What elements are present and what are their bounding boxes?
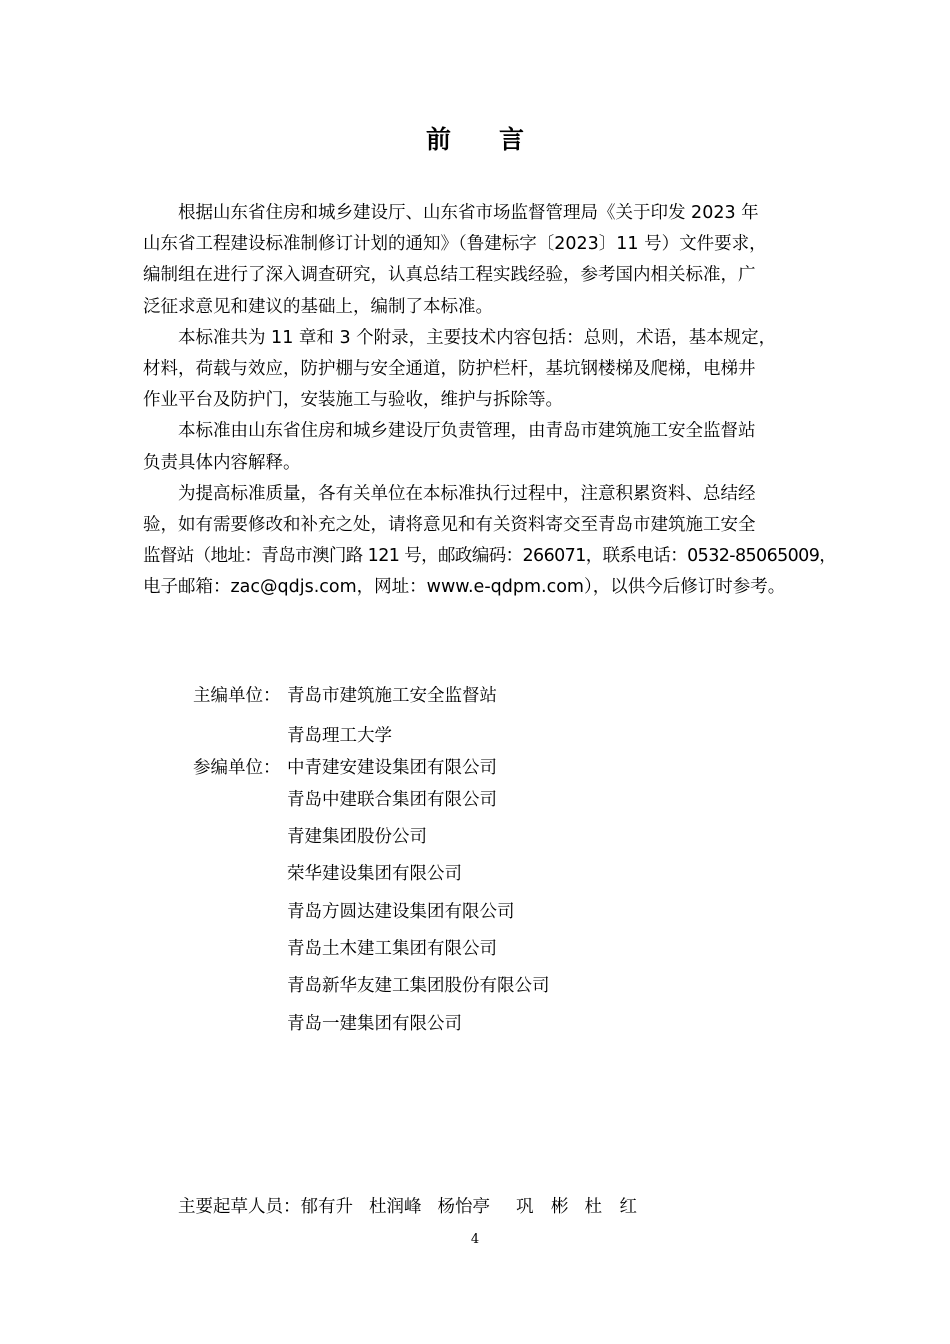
paragraph-line: 作业平台及防护门，安装施工与验收，维护与拆除等。 — [143, 390, 563, 411]
participating-unit-row — [193, 860, 462, 885]
chief-unit: 青岛市建筑施工安全监督站 — [287, 686, 497, 706]
participating-unit-row — [193, 823, 427, 848]
participating-unit-row — [193, 1010, 462, 1035]
drafter-name: 杜 红 — [584, 1197, 637, 1217]
chief-unit-row — [193, 682, 497, 707]
page-number: 4 — [470, 1232, 480, 1247]
drafter-name: 郁有升 — [300, 1197, 353, 1217]
drafter-name: 杜润峰 — [369, 1197, 422, 1217]
drafters-line — [178, 1193, 653, 1218]
paragraph-line: 根据山东省住房和城乡建设厅、山东省市场监督管理局《关于印发 2023 年 — [178, 203, 759, 223]
paragraph-line: 负责具体内容解释。 — [143, 452, 301, 473]
paragraph-line: 电子邮箱：zac@qdjs.com，网址：www.e-qdpm.com），以供今后修订时参考。 — [143, 577, 786, 598]
drafters-label: 主要起草人员： — [178, 1197, 301, 1217]
chief-units-label: 主编单位： — [193, 686, 281, 706]
participating-unit-row — [193, 786, 497, 811]
chief-unit-row — [193, 722, 392, 747]
drafter-name: 巩 彬 — [516, 1197, 569, 1217]
paragraph-1 — [143, 198, 815, 323]
paragraph-line: 材料，荷载与效应，防护棚与安全通道，防护栏杆，基坑钢楼梯及爬梯，电梯井 — [143, 359, 756, 380]
paragraph-line: 验，如有需要修改和补充之处，请将意见和有关资料寄交至青岛市建筑施工安全 — [143, 515, 756, 536]
participating-unit: 青建集团股份公司 — [287, 827, 427, 847]
paragraph-2 — [143, 323, 815, 417]
participating-unit-row — [193, 898, 515, 923]
participating-unit-row — [193, 935, 497, 960]
participating-unit: 荣华建设集团有限公司 — [287, 864, 462, 884]
participating-unit: 青岛一建集团有限公司 — [287, 1014, 462, 1034]
drafter-name: 杨怡亭 — [437, 1197, 490, 1217]
participating-unit: 青岛方圆达建设集团有限公司 — [287, 902, 515, 922]
paragraph-line: 为提高标准质量，各有关单位在本标准执行过程中，注意积累资料、总结经 — [178, 483, 756, 504]
paragraph-3 — [143, 416, 815, 478]
preface-body — [143, 198, 837, 604]
participating-unit-row — [193, 972, 550, 997]
participating-unit: 中青建安建设集团有限公司 — [287, 758, 497, 778]
participating-unit: 青岛新华友建工集团股份有限公司 — [287, 976, 550, 996]
participating-unit-row — [193, 754, 497, 779]
participating-unit: 青岛中建联合集团有限公司 — [287, 790, 497, 810]
paragraph-line: 本标准由山东省住房和城乡建设厅负责管理，由青岛市建筑施工安全监督站 — [178, 421, 756, 442]
title-char-1: 前 — [425, 125, 451, 154]
participating-unit: 青岛土木建工集团有限公司 — [287, 939, 497, 959]
paragraph-line: 泛征求意见和建议的基础上，编制了本标准。 — [143, 296, 493, 317]
paragraph-line: 本标准共为 11 章和 3 个附录，主要技术内容包括：总则，术语，基本规定， — [178, 327, 777, 348]
paragraph-line: 监督站（地址：青岛市澳门路 121 号，邮政编码：266071，联系电话：0532-85065009， — [143, 546, 837, 567]
paragraph-line: 编制组在进行了深入调查研究，认真总结工程实践经验，参考国内相关标准，广 — [143, 265, 756, 286]
paragraph-line: 山东省工程建设标准制修订计划的通知》（鲁建标字〔2023〕11 号）文件要求， — [143, 234, 767, 255]
participating-units-label: 参编单位： — [193, 758, 281, 778]
chief-unit: 青岛理工大学 — [287, 726, 392, 746]
page-title — [0, 120, 950, 156]
paragraph-4 — [143, 479, 837, 604]
title-char-2: 言 — [499, 125, 525, 154]
